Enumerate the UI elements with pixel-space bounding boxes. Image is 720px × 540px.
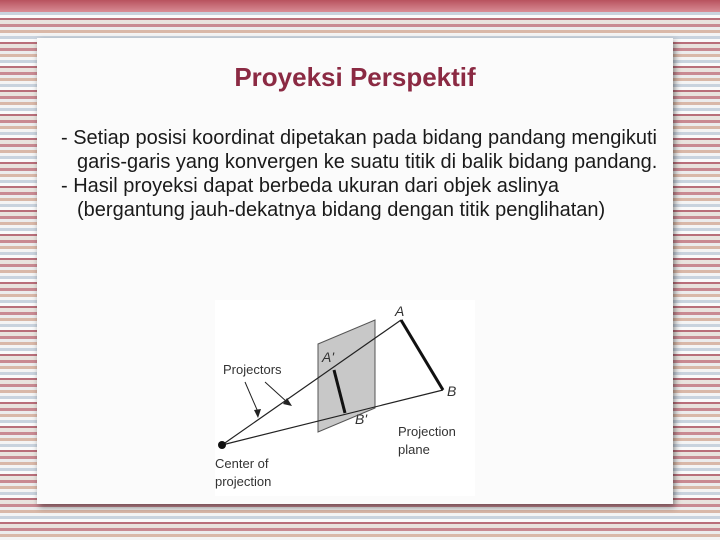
projector-arrow-1 xyxy=(245,382,258,412)
point-b-prime-label: B' xyxy=(355,411,368,427)
bullet-list xyxy=(59,126,659,222)
point-b-label: B xyxy=(447,383,457,399)
projector-arrow-2 xyxy=(265,382,287,402)
slide-panel xyxy=(37,38,673,504)
point-a-label: A xyxy=(395,303,405,319)
point-a-prime-label: A' xyxy=(322,349,335,365)
projector-arrowhead-1 xyxy=(254,409,261,418)
projection-plane-label-1: Projection xyxy=(398,424,456,439)
slide-title: Proyeksi Perspektif xyxy=(234,62,476,92)
center-of-projection-label-1: Center of xyxy=(215,456,269,471)
top-decor-bar xyxy=(0,0,720,12)
center-of-projection-dot xyxy=(218,441,226,449)
bullet-item-2: - Hasil proyeksi dapat berbeda ukuran dari objek aslinya (bergantung jauh-dekatnya bidang dengan titik penglihatan) xyxy=(61,175,606,221)
bullet-item-1: - Setiap posisi koordinat dipetakan pada bidang pandang mengikuti garis-garis yang konvergen ke suatu titik di balik bidang pandang. xyxy=(61,127,658,173)
projection-plane-label-2: plane xyxy=(398,442,430,457)
center-of-projection-label-2: projection xyxy=(215,474,272,489)
diagram-svg xyxy=(215,300,475,496)
object-line-ab xyxy=(401,320,443,390)
perspective-projection-diagram xyxy=(215,300,475,496)
projectors-label: Projectors xyxy=(223,362,282,377)
